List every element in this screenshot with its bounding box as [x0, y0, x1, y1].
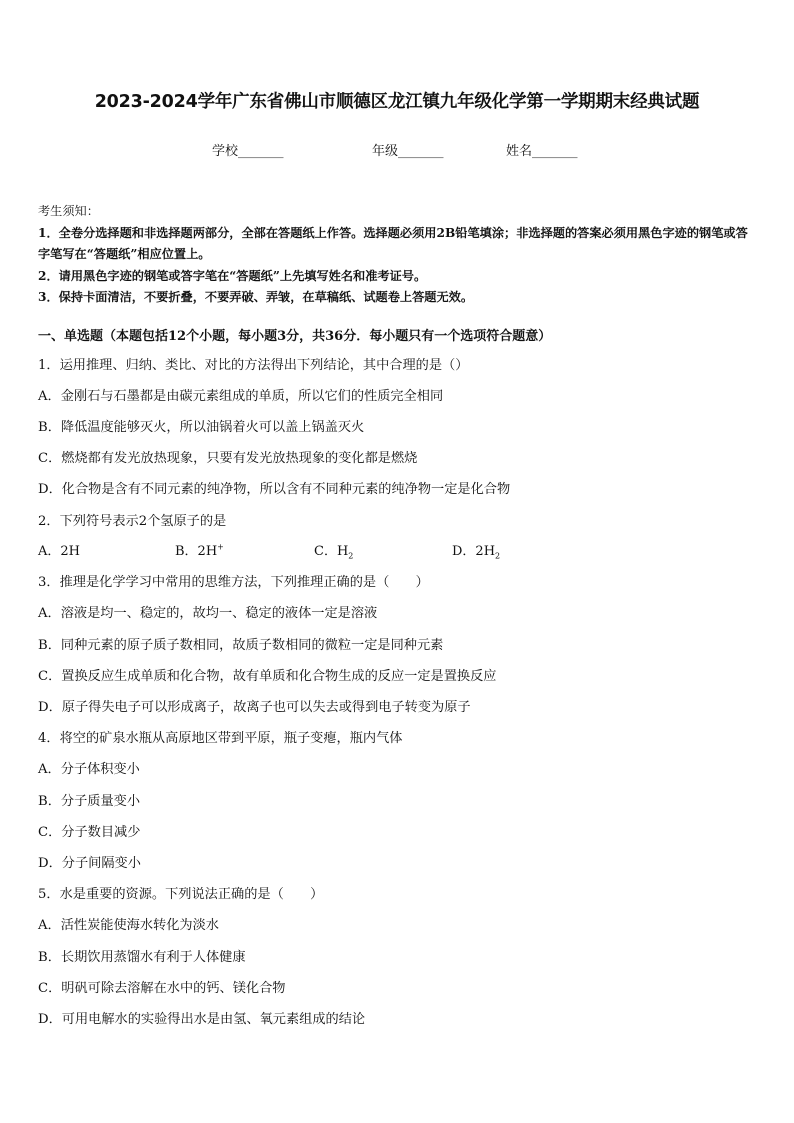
- option-b-superscript: +: [217, 542, 224, 552]
- question-4-option-c[interactable]: C．分子数目减少: [38, 825, 141, 840]
- question-4-option-a[interactable]: A．分子体积变小: [38, 762, 140, 777]
- question-3-option-c[interactable]: C．置换反应生成单质和化合物，故有单质和化合物生成的反应一定是置换反应: [38, 669, 497, 684]
- question-1-option-b[interactable]: B．降低温度能够灭火，所以油锅着火可以盖上锅盖灭火: [38, 420, 365, 435]
- question-1-option-c[interactable]: C．燃烧都有发光放热现象，只要有发光放热现象的变化都是燃烧: [38, 451, 418, 466]
- option-d-subscript: 2: [495, 551, 501, 561]
- notice-item-3: 3．保持卡面清洁，不要折叠，不要弄破、弄皱，在草稿纸、试题卷上答题无效。: [38, 290, 474, 304]
- question-1-option-d[interactable]: D．化合物是含有不同元素的纯净物，所以含有不同种元素的纯净物一定是化合物: [38, 482, 511, 497]
- question-3-option-d[interactable]: D．原子得失电子可以形成离子，故离子也可以失去或得到电子转变为原子: [38, 700, 471, 715]
- question-3-stem: 3．推理是化学学习中常用的思维方法，下列推理正确的是（ ）: [38, 575, 429, 590]
- question-1-stem: 1．运用推理、归纳、类比、对比的方法得出下列结论，其中合理的是（）: [38, 358, 469, 373]
- question-1-option-a[interactable]: A．金刚石与石墨都是由碳元素组成的单质，所以它们的性质完全相同: [38, 389, 444, 404]
- question-5-option-b[interactable]: B．长期饮用蒸馏水有利于人体健康: [38, 950, 246, 965]
- question-3-option-b[interactable]: B．同种元素的原子质子数相同，故质子数相同的微粒一定是同种元素: [38, 638, 444, 653]
- question-5-stem: 5．水是重要的资源。下列说法正确的是（ ）: [38, 887, 324, 902]
- question-4-option-b[interactable]: B．分子质量变小: [38, 794, 141, 809]
- option-c-subscript: 2: [348, 551, 354, 561]
- notice-item-2: 2．请用黑色字迹的钢笔或答字笔在“答题纸”上先填写姓名和准考证号。: [38, 268, 427, 283]
- option-b-text: B．2H: [175, 544, 218, 559]
- question-2-option-c[interactable]: [314, 540, 353, 561]
- question-4-stem: 4．将空的矿泉水瓶从高原地区带到平原，瓶子变瘪，瓶内气体: [38, 731, 403, 746]
- question-3-option-a[interactable]: A．溶液是均一、稳定的，故均一、稳定的液体一定是溶液: [38, 606, 378, 621]
- grade-field[interactable]: 年级_______: [372, 144, 444, 159]
- option-d-text: D．2H: [452, 544, 496, 559]
- question-5-option-d[interactable]: D．可用电解水的实验得出水是由氢、氧元素组成的结论: [38, 1012, 366, 1027]
- notice-item-1: 1．全卷分选择题和非选择题两部分，全部在答题纸上作答。选择题必须用2B铅笔填涂；非选择题的答案必须用黑色字迹的钢笔或答字笔写在“答题纸”相应位置上。: [38, 225, 748, 261]
- school-field[interactable]: 学校_______: [212, 144, 284, 159]
- question-5-option-c[interactable]: C．明矾可除去溶解在水中的钙、镁化合物: [38, 981, 286, 996]
- question-5-option-a[interactable]: A．活性炭能使海水转化为淡水: [38, 918, 219, 933]
- notice-heading: 考生须知：: [38, 204, 99, 218]
- name-field[interactable]: 姓名_______: [506, 144, 578, 159]
- question-2-stem: 2．下列符号表示2个氢原子的是: [38, 514, 227, 529]
- question-2-option-d[interactable]: [452, 540, 500, 561]
- page-title: 2023-2024学年广东省佛山市顺德区龙江镇九年级化学第一学期期末经典试题: [94, 92, 700, 112]
- question-4-option-d[interactable]: D．分子间隔变小: [38, 856, 141, 871]
- question-2-option-a[interactable]: A．2H: [38, 544, 80, 559]
- section-heading: 一、单选题（本题包括12个小题，每小题3分，共36分．每小题只有一个选项符合题意）: [38, 329, 552, 344]
- question-2-options: [38, 540, 738, 560]
- exam-notice: [38, 201, 758, 309]
- student-info-fields: [0, 140, 794, 158]
- option-c-text: C．H: [314, 544, 349, 559]
- question-2-option-b[interactable]: [175, 540, 224, 559]
